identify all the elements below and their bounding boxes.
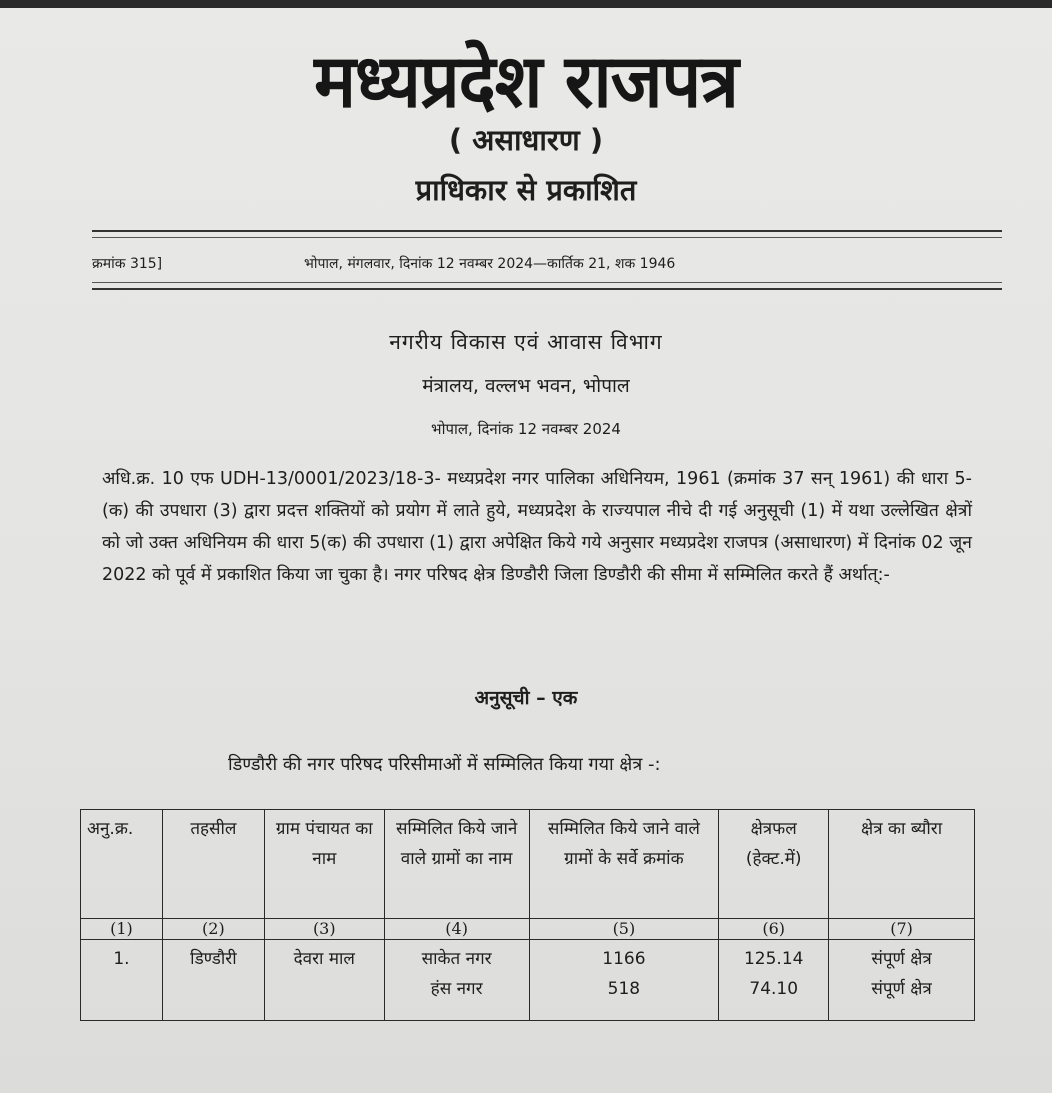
tehsil-cell: डिण्डौरी [162, 940, 264, 1021]
village-name: साकेत नगर [421, 949, 492, 969]
divider [92, 282, 1002, 283]
notice-body: अधि.क्र. 10 एफ UDH-13/0001/2023/18-3- मध्यप्रदेश नगर पालिका अधिनियम, 1961 (क्रमांक 37 सन् 1961) की धारा 5-(क) की उपधारा (3) द्वारा प्रदत्त शक्तियों को प्रयोग में लाते हुये, मध्यप्रदेश के राज्यपाल नीचे दी गई अनुसूची (1) में यथा उल्लेखित क्षेत्रों को जो उक्त अधिनियम की धारा 5(क) की उपधारा (1) द्वारा अपेक्षित किये गये अनुसार मध्यप्रदेश राजपत्र (असाधारण) में दिनांक 02 जून 2022 को पूर्व में प्रकाशित किया जा चुका है। नगर परिषद क्षेत्र डिण्डौरी जिला डिण्डौरी की सीमा में सम्मिलित करते हैं अर्थात्:- [102, 469, 972, 585]
column-number: (6) [719, 919, 829, 940]
column-header: सम्मिलित किये जाने वाले ग्रामों के सर्वे क्रमांक [529, 810, 719, 919]
column-number: (5) [529, 919, 719, 940]
gazette-authority: प्राधिकार से प्रकाशित [415, 173, 637, 207]
column-header: सम्मिलित किये जाने वाले ग्रामों का नाम [384, 810, 529, 919]
schedule-title: अनुसूची – एक [474, 687, 578, 709]
column-number: (7) [829, 919, 975, 940]
gazette-page [0, 8, 1052, 1093]
divider [92, 230, 1002, 232]
serial-cell: 1. [81, 940, 163, 1021]
column-header: क्षेत्र का ब्यौरा [829, 810, 975, 919]
divider [92, 288, 1002, 290]
area-value: 74.10 [749, 979, 799, 999]
divider [92, 237, 1002, 238]
column-header: तहसील [162, 810, 264, 919]
villages-cell [384, 940, 529, 1021]
column-number: (3) [264, 919, 384, 940]
issue-line [92, 254, 1002, 276]
column-number: (1) [81, 919, 163, 940]
department-address: मंत्रालय, वल्लभ भवन, भोपाल [422, 375, 630, 397]
area-value: 125.14 [743, 949, 804, 969]
issue-date: भोपाल, मंगलवार, दिनांक 12 नवम्बर 2024—कार्तिक 21, शक 1946 [304, 256, 676, 272]
column-number: (4) [384, 919, 529, 940]
notice-date: भोपाल, दिनांक 12 नवम्बर 2024 [431, 420, 621, 438]
survey-number: 1166 [602, 949, 646, 969]
table-row [81, 940, 975, 1021]
department-name: नगरीय विकास एवं आवास विभाग [389, 330, 663, 354]
gazette-edition: ( असाधारण ) [448, 123, 604, 157]
schedule-table [80, 809, 975, 1021]
table-header-row [81, 810, 975, 919]
village-name: हंस नगर [430, 979, 483, 999]
survey-cell [529, 940, 719, 1021]
survey-number: 518 [607, 979, 641, 999]
panchayat-cell: देवरा माल [264, 940, 384, 1021]
issue-number: क्रमांक 315] [92, 256, 163, 272]
column-header: क्षेत्रफल (हेक्ट.में) [719, 810, 829, 919]
column-header: ग्राम पंचायत का नाम [264, 810, 384, 919]
area-detail: संपूर्ण क्षेत्र [871, 949, 932, 969]
column-number-row [81, 919, 975, 940]
column-number: (2) [162, 919, 264, 940]
area-cell [719, 940, 829, 1021]
details-cell [829, 940, 975, 1021]
area-detail: संपूर्ण क्षेत्र [871, 979, 932, 999]
gazette-title: मध्यप्रदेश राजपत्र [314, 37, 738, 125]
schedule-caption: डिण्डौरी की नगर परिषद परिसीमाओं में सम्मिलित किया गया क्षेत्र -: [228, 754, 661, 775]
column-header: अनु.क्र. [81, 810, 163, 919]
